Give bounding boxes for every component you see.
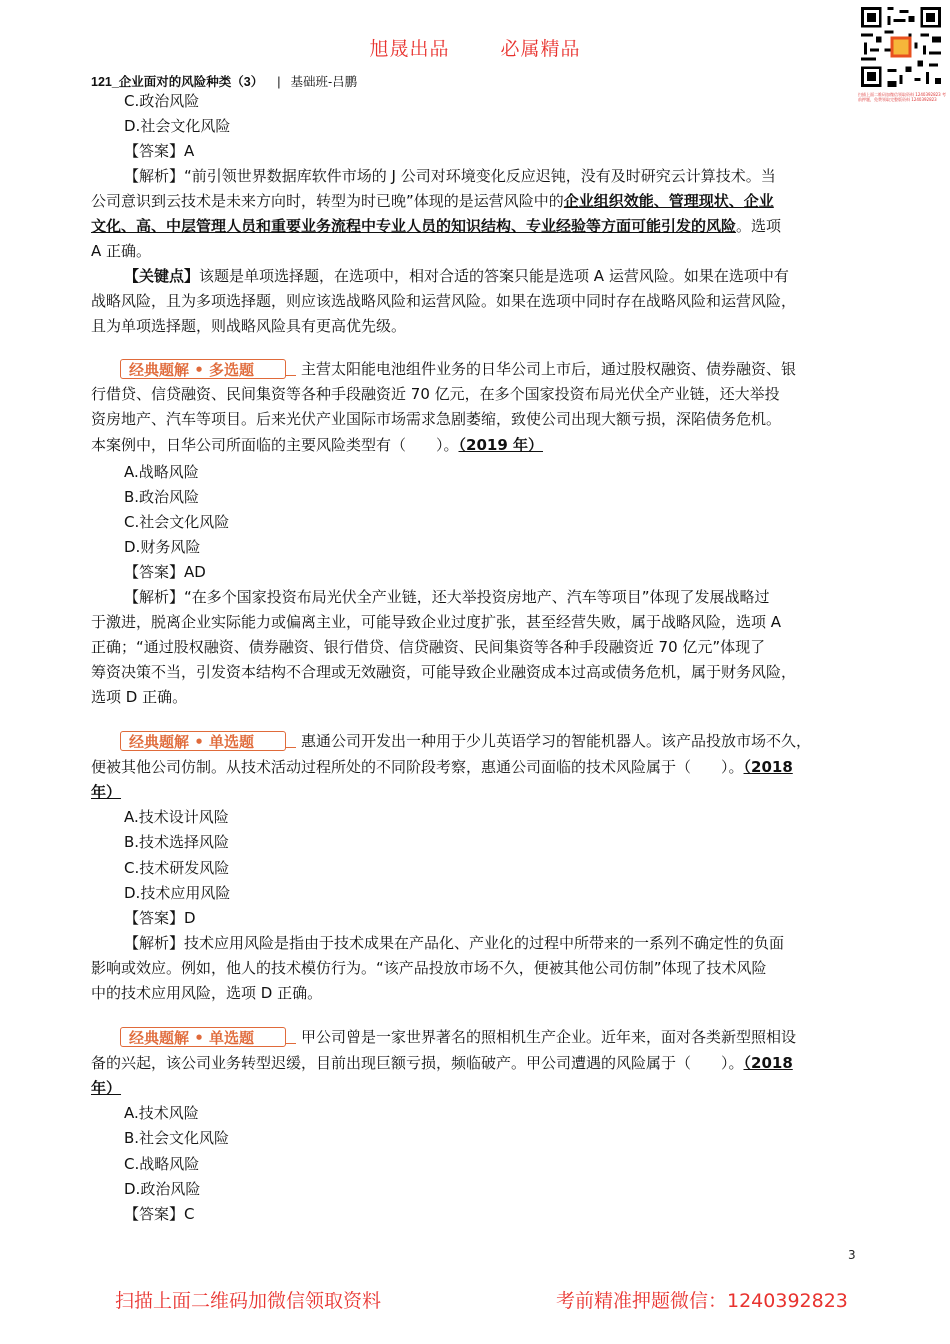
q3-year-a: （2018	[743, 1054, 793, 1072]
q0-key-line1: 【关键点】该题是单项选择题，在选项中，相对合适的答案只能是选项 A 运营风险。如果在选项中有	[124, 267, 789, 285]
q0-analysis-line2: 公司意识到云技术是未来方向时，转型为时已晚”体现的是运营风险中的企业组织效能、管理现状、企业	[91, 192, 774, 210]
brand-left: 旭晟出品	[369, 38, 450, 60]
q0-key-line3: 且为单项选择题，则战略风险具有更高优先级。	[91, 317, 407, 335]
q2-analysis-line2: 影响或效应。例如，他人的技术模仿行为。“该产品投放市场不久，便被其他公司仿制”体现了技术风险	[91, 959, 767, 977]
page-number: 3	[848, 1248, 856, 1262]
q3-option-c: C.战略风险	[124, 1155, 200, 1173]
q1-tag: 经典题解 • 多选题	[120, 359, 286, 379]
q2-year-line	[91, 780, 121, 805]
q0-analysis-line1: 【解析】“前引领世界数据库软件市场的 J 公司对环境变化反应迟钝，没有及时研究云计算技术。当	[124, 167, 776, 185]
course-title: 121_企业面对的风险种类（3）	[91, 75, 264, 89]
q2-stem-line1: 惠通公司开发出一种用于少儿英语学习的智能机器人。该产品投放市场不久，	[301, 732, 812, 750]
q1-stem-line1: 主营太阳能电池组件业务的日华公司上市后，通过股权融资、债券融资、银	[301, 360, 797, 378]
q0-key-line2: 战略风险，且为多项选择题，则应该选战略风险和运营风险。如果在选项中同时存在战略风险和运营风险，	[91, 292, 797, 310]
q2-tag: 经典题解 • 单选题	[120, 731, 286, 751]
qr-code-icon	[858, 4, 944, 90]
q1-stem-line4: 本案例中，日华公司所面临的主要风险类型有（ ）。（2019 年）	[91, 436, 543, 454]
q3-option-a: A.技术风险	[124, 1104, 199, 1122]
key-point-label: 【关键点】	[124, 267, 200, 285]
q1-option-d: D.财务风险	[124, 538, 201, 556]
q3-answer: 【答案】C	[124, 1205, 195, 1223]
q2-option-b: B.技术选择风险	[124, 833, 230, 851]
q1-stem-line2: 行借贷、信贷融资、民间集资等各种手段融资近 70 亿元，在多个国家投资布局光伏全产业链，还大举投	[91, 385, 780, 403]
q3-stem-line2: 备的兴起，该公司业务转型迟缓，目前出现巨额亏损，频临破产。甲公司遭遇的风险属于（ ）。（2018	[91, 1054, 793, 1072]
q3-year-line	[91, 1076, 121, 1101]
header-brand	[0, 34, 950, 61]
q3-tag: 经典题解 • 单选题	[120, 1027, 286, 1047]
q2-stem-line2: 便被其他公司仿制。从技术活动过程所处的不同阶段考察，惠通公司面临的技术风险属于（ ）。（2018	[91, 758, 793, 776]
q2-answer: 【答案】D	[124, 909, 196, 927]
q1-tag-tail	[286, 375, 296, 376]
q3-tag-tail	[286, 1043, 296, 1044]
q1-option-c: C.社会文化风险	[124, 513, 230, 531]
footer-right-text: 考前精准押题微信：1240392823	[556, 1290, 848, 1312]
q3-option-b: B.社会文化风险	[124, 1129, 230, 1147]
q3-stem-line1: 甲公司曾是一家世界著名的照相机生产企业。近年来，面对各类新型照相设	[301, 1028, 797, 1046]
q0-answer: 【答案】A	[124, 142, 195, 160]
q1-option-b: B.政治风险	[124, 488, 200, 506]
q3-year-b: 年）	[91, 1079, 122, 1097]
q1-analysis-line2: 于激进，脱离企业实际能力或偏离主业，可能导致企业过度扩张，甚至经营失败，属于战略风险，选项 A	[91, 613, 782, 631]
q1-option-a: A.战略风险	[124, 463, 199, 481]
q1-year: （2019 年）	[458, 436, 543, 454]
q1-analysis-line3: 正确；“通过股权融资、债券融资、银行借贷、信贷融资、民间集资等各种手段融资近 70 亿元”体现了	[91, 638, 766, 656]
q2-option-a: A.技术设计风险	[124, 808, 229, 826]
q2-year-b: 年）	[91, 783, 122, 801]
brand-right: 必属精品	[500, 38, 581, 60]
q1-analysis-line5: 选项 D 正确。	[91, 688, 188, 706]
q2-analysis-line1: 【解析】技术应用风险是指由于技术成果在产品化、产业化的过程中所带来的一系列不确定性的负面	[124, 934, 785, 952]
course-title-bar	[91, 72, 357, 90]
q2-tag-tail	[286, 747, 296, 748]
q2-analysis-line3: 中的技术应用风险，选项 D 正确。	[91, 984, 323, 1002]
q3-option-d: D.政治风险	[124, 1180, 201, 1198]
q0-option-d: D.社会文化风险	[124, 117, 231, 135]
q0-analysis-line4: A 正确。	[91, 242, 152, 260]
q2-option-d: D.技术应用风险	[124, 884, 231, 902]
qr-caption: 扫描上面二维码加微信领取资料 1240392823 考前押题，免费领取完整版资料 1240392823	[858, 92, 946, 102]
q1-analysis-line1: 【解析】“在多个国家投资布局光伏全产业链，还大举投资房地产、汽车等项目”体现了发展战略过	[124, 588, 770, 606]
q1-answer: 【答案】AD	[124, 563, 206, 581]
q0-option-c: C.政治风险	[124, 92, 200, 110]
q1-stem-line3: 资房地产、汽车等项目。后来光伏产业国际市场需求急剧萎缩，致使公司出现大额亏损，深陷债务危机。	[91, 410, 782, 428]
footer-left-text: 扫描上面二维码加微信领取资料	[115, 1290, 382, 1312]
title-separator: |	[277, 75, 281, 89]
q1-analysis-line4: 筹资决策不当，引发资本结构不合理或无效融资，可能导致企业融资成本过高或债务危机，属于财务风险，	[91, 663, 797, 681]
teacher-name: 基础班-吕鹏	[290, 75, 358, 89]
q2-option-c: C.技术研发风险	[124, 859, 230, 877]
q2-year-a: （2018	[743, 758, 793, 776]
q0-analysis-line3: 文化、高、中层管理人员和重要业务流程中专业人员的知识结构、专业经验等方面可能引发的风险。选项	[91, 217, 782, 235]
